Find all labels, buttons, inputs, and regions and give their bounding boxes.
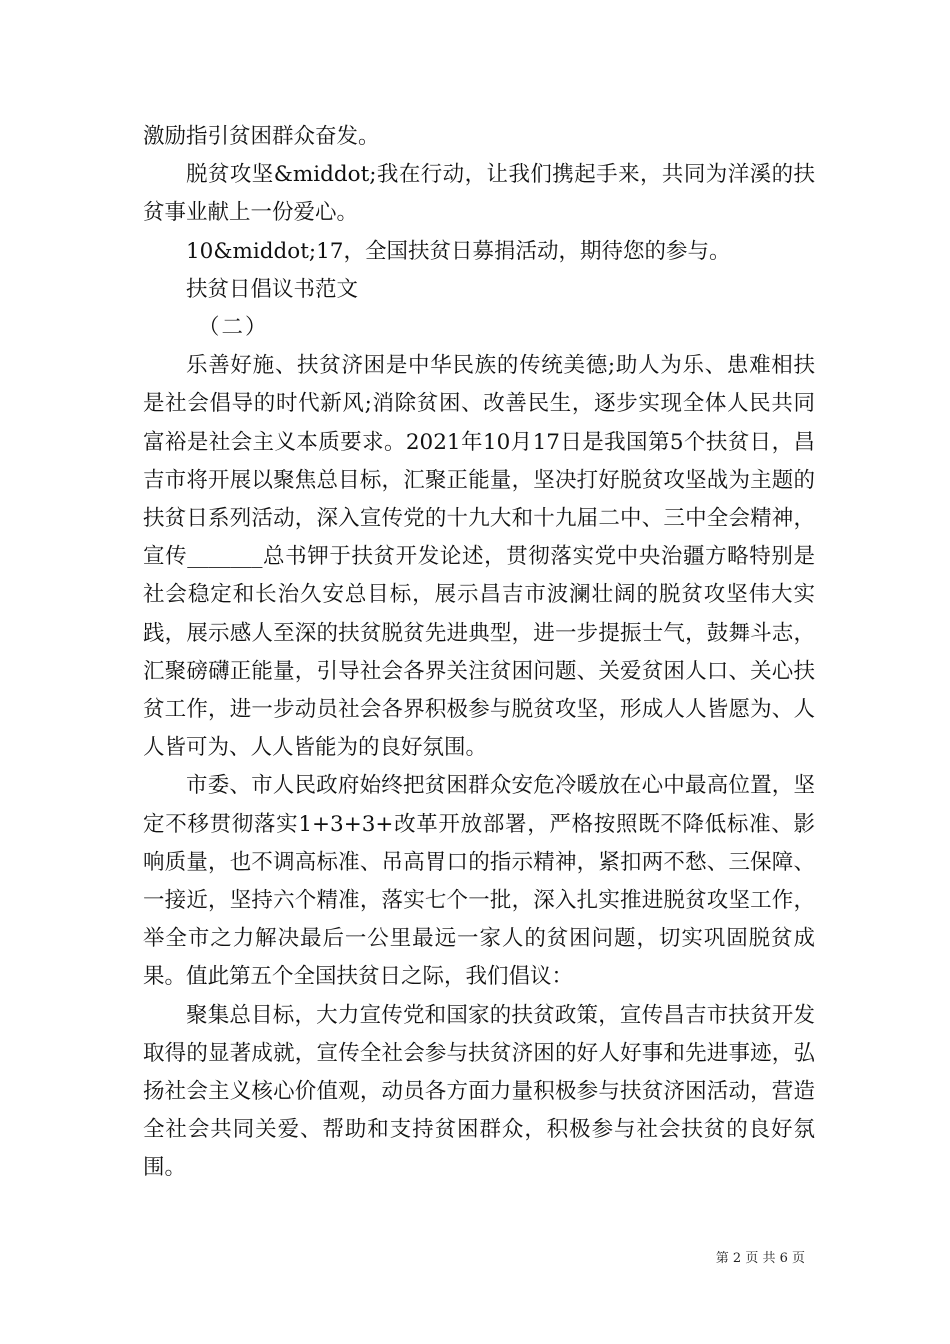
paragraph-continuation: 激励指引贫困群众奋发。 [143, 124, 380, 149]
document-body [143, 118, 815, 1188]
paragraph-initiative: 聚集总目标，大力宣传党和国家的扶贫政策，宣传昌吉市扶贫开发取得的显著成就，宣传全社会参与扶贫济困的好人好事和先进事迹，弘扬社会主义核心价值观，动员各方面力量积极参与扶贫济困活动，营造全社会共同关爱、帮助和支持贫困群众，积极参与社会扶贫的良好氛围。 [143, 1002, 815, 1181]
paragraph-call-to-action: 脱贫攻坚&middot;我在行动，让我们携起手来，共同为洋溪的扶贫事业献上一份爱心。 [143, 162, 815, 226]
section-title: 扶贫日倡议书范文 [186, 276, 359, 302]
section-number: （二） [198, 315, 269, 341]
paragraph-intro: 乐善好施、扶贫济困是中华民族的传统美德;助人为乐、患难相扶是社会倡导的时代新风;消除贫困、改善民生，逐步实现全体人民共同富裕是社会主义本质要求。2021年10月17日是我国第5个扶贫日，昌吉市将开展以聚焦总目标，汇聚正能量，坚决打好脱贫攻坚战为主题的扶贫日系列活动，深入宣传党的十九大和十九届二中、三中全会精神，宣传_______总书钾于扶贫开发论述，贯彻落实党中央治疆方略特别是社会稳定和长治久安总目标，展示昌吉市波澜壮阔的脱贫攻坚伟大实践，展示感人至深的扶贫脱贫先进典型，进一步提振士气，鼓舞斗志，汇聚磅礴正能量，引导社会各界关注贫困问题、关爱贫困人口、关心扶贫工作，进一步动员社会各界积极参与脱贫攻坚，形成人人皆愿为、人人皆可为、人人皆能为的良好氛围。 [143, 353, 815, 761]
paragraph-commitment: 市委、市人民政府始终把贫困群众安危冷暖放在心中最高位置，坚定不移贯彻落实1+3+3+改革开放部署，严格按照既不降低标准、影响质量，也不调高标准、吊高胃口的指示精神，紧扣两不愁、三保障、一接近，坚持六个精准，落实七个一批，深入扎实推进脱贫攻坚工作，举全市之力解决最后一公里最远一家人的贫困问题，切实巩固脱贫成果。值此第五个全国扶贫日之际，我们倡议： [143, 773, 815, 990]
paragraph-event-date: 10&middot;17，全国扶贫日募捐活动，期待您的参与。 [186, 238, 731, 264]
page-number: 第 2 页 共 6 页 [715, 1251, 805, 1266]
